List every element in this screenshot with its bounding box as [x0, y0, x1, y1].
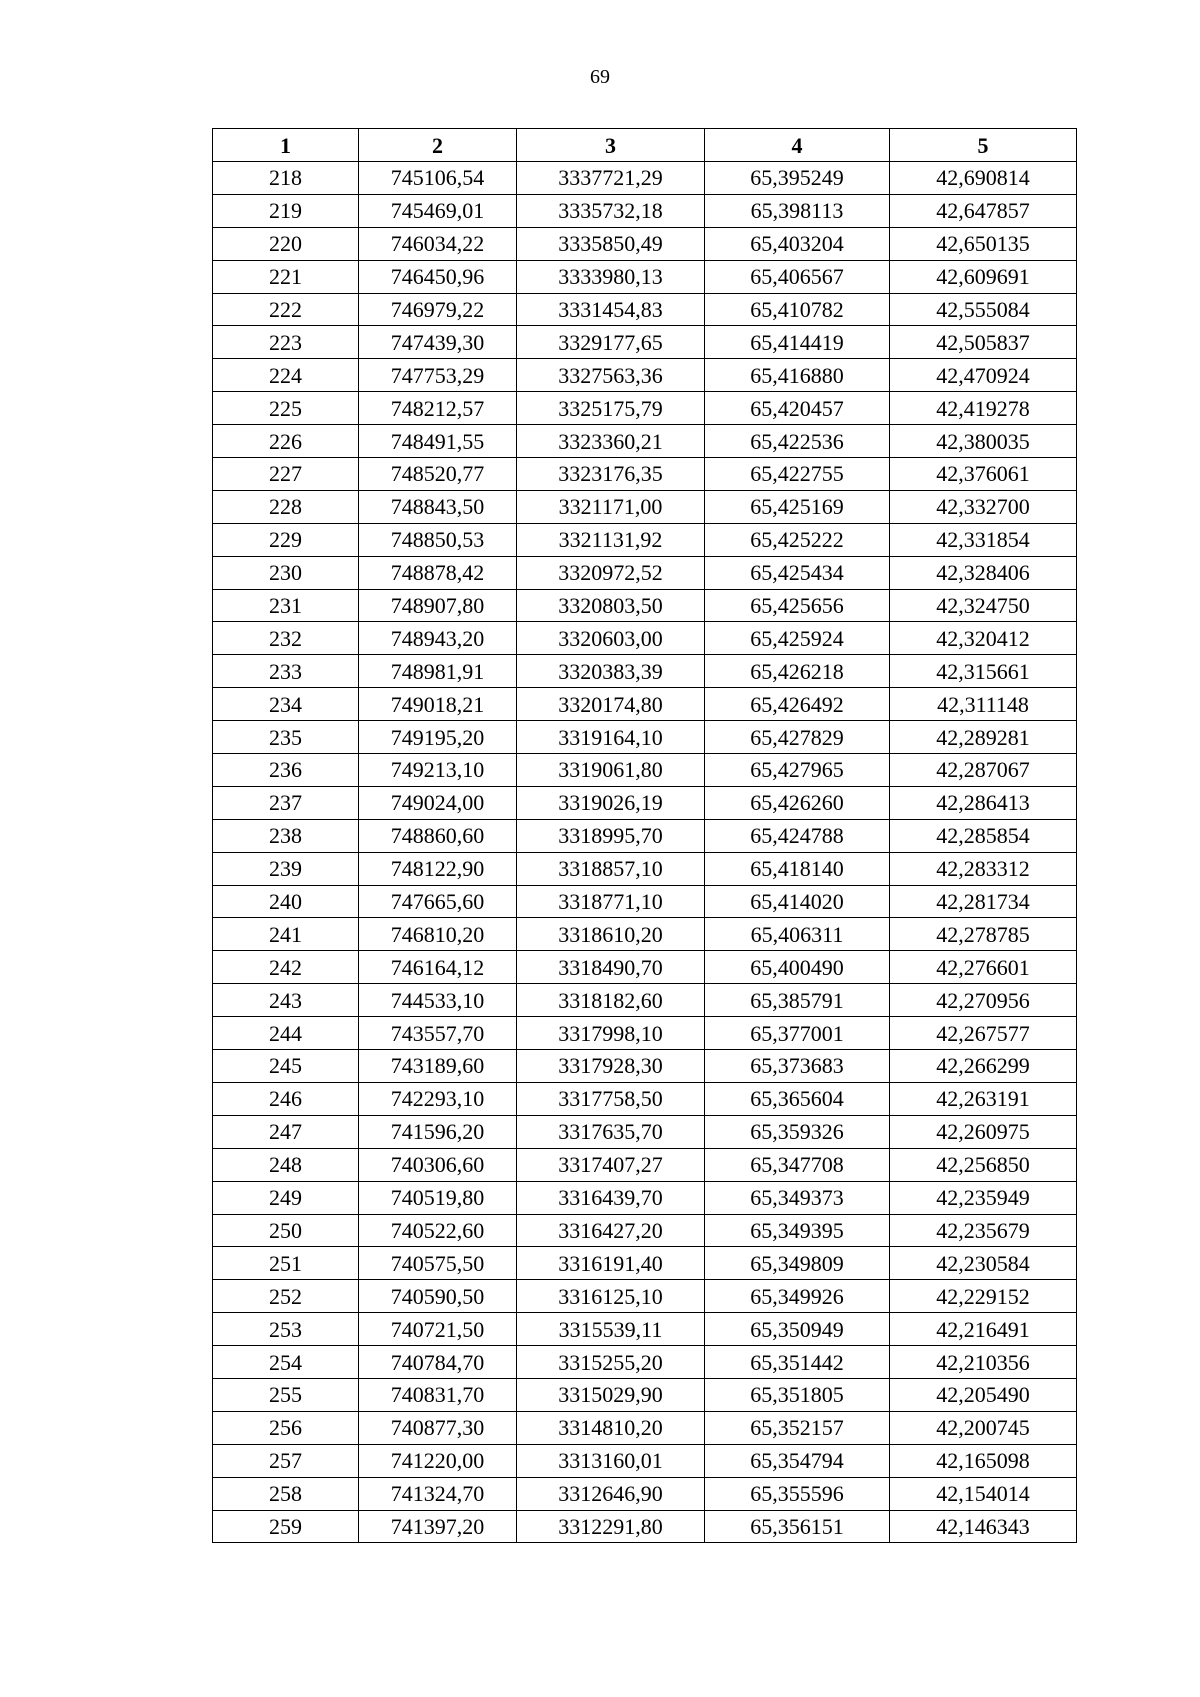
table-cell: 740306,60: [359, 1148, 517, 1181]
table-row: [213, 622, 1077, 655]
table-cell: 42,315661: [890, 655, 1077, 688]
table-row: [213, 1346, 1077, 1379]
table-cell: 42,256850: [890, 1148, 1077, 1181]
table-cell: 3317407,27: [517, 1148, 705, 1181]
table-cell: 3337721,29: [517, 162, 705, 195]
table-cell: 65,365604: [705, 1082, 890, 1115]
table-cell: 65,359326: [705, 1115, 890, 1148]
table-cell: 740831,70: [359, 1378, 517, 1411]
table-cell: 3333980,13: [517, 260, 705, 293]
table-row: [213, 1378, 1077, 1411]
table-cell: 65,422536: [705, 425, 890, 458]
table-cell: 237: [213, 786, 359, 819]
table-row: [213, 1082, 1077, 1115]
table-cell: 743189,60: [359, 1050, 517, 1083]
table-cell: 65,424788: [705, 819, 890, 852]
table-row: [213, 754, 1077, 787]
table-cell: 65,425434: [705, 556, 890, 589]
table-row: [213, 951, 1077, 984]
page-number: 69: [590, 66, 610, 88]
table-cell: 234: [213, 688, 359, 721]
table-row: [213, 260, 1077, 293]
table-cell: 747753,29: [359, 359, 517, 392]
table-cell: 3329177,65: [517, 326, 705, 359]
table-cell: 42,235949: [890, 1181, 1077, 1214]
table-cell: 749018,21: [359, 688, 517, 721]
table-cell: 65,426492: [705, 688, 890, 721]
table-cell: 42,285854: [890, 819, 1077, 852]
table-row: [213, 1411, 1077, 1444]
table-cell: 230: [213, 556, 359, 589]
table-cell: 258: [213, 1477, 359, 1510]
table-row: [213, 490, 1077, 523]
table-row: [213, 1477, 1077, 1510]
table-cell: 42,263191: [890, 1082, 1077, 1115]
table-cell: 3320603,00: [517, 622, 705, 655]
table-cell: 42,555084: [890, 293, 1077, 326]
table-cell: 749213,10: [359, 754, 517, 787]
table-cell: 3318771,10: [517, 885, 705, 918]
table-cell: 746810,20: [359, 918, 517, 951]
table-cell: 748122,90: [359, 852, 517, 885]
table-cell: 3321171,00: [517, 490, 705, 523]
table-cell: 748907,80: [359, 589, 517, 622]
table-cell: 254: [213, 1346, 359, 1379]
table-cell: 256: [213, 1411, 359, 1444]
column-header: 1: [213, 129, 359, 162]
table-cell: 65,400490: [705, 951, 890, 984]
table-cell: 42,505837: [890, 326, 1077, 359]
table-cell: 219: [213, 194, 359, 227]
table-cell: 65,406311: [705, 918, 890, 951]
table-cell: 3320383,39: [517, 655, 705, 688]
table-cell: 257: [213, 1444, 359, 1477]
table-row: [213, 293, 1077, 326]
table-row: [213, 392, 1077, 425]
table-cell: 745469,01: [359, 194, 517, 227]
table-cell: 42,419278: [890, 392, 1077, 425]
column-header: 2: [359, 129, 517, 162]
table-cell: 42,200745: [890, 1411, 1077, 1444]
table-cell: 42,216491: [890, 1313, 1077, 1346]
table-cell: 65,403204: [705, 227, 890, 260]
table-cell: 65,352157: [705, 1411, 890, 1444]
table-cell: 253: [213, 1313, 359, 1346]
table-cell: 247: [213, 1115, 359, 1148]
table-cell: 42,283312: [890, 852, 1077, 885]
table-row: [213, 589, 1077, 622]
table-cell: 252: [213, 1280, 359, 1313]
table-cell: 65,349926: [705, 1280, 890, 1313]
table-row: [213, 984, 1077, 1017]
table-cell: 742293,10: [359, 1082, 517, 1115]
table-cell: 749195,20: [359, 721, 517, 754]
table-cell: 65,416880: [705, 359, 890, 392]
table-cell: 42,146343: [890, 1510, 1077, 1543]
table-cell: 740784,70: [359, 1346, 517, 1379]
table-row: [213, 1050, 1077, 1083]
table-cell: 3320972,52: [517, 556, 705, 589]
table-cell: 239: [213, 852, 359, 885]
table-cell: 3318610,20: [517, 918, 705, 951]
table-cell: 65,347708: [705, 1148, 890, 1181]
table-cell: 42,276601: [890, 951, 1077, 984]
table-cell: 42,690814: [890, 162, 1077, 195]
table-cell: 229: [213, 523, 359, 556]
table-row: [213, 721, 1077, 754]
table-cell: 3312646,90: [517, 1477, 705, 1510]
table-cell: 42,324750: [890, 589, 1077, 622]
table-cell: 42,376061: [890, 458, 1077, 491]
table-cell: 3323176,35: [517, 458, 705, 491]
table-cell: 65,414419: [705, 326, 890, 359]
table-cell: 242: [213, 951, 359, 984]
table-row: [213, 786, 1077, 819]
table-row: [213, 1280, 1077, 1313]
table-row: [213, 458, 1077, 491]
table-cell: 42,235679: [890, 1214, 1077, 1247]
table-row: [213, 194, 1077, 227]
table-cell: 65,377001: [705, 1017, 890, 1050]
table-cell: 741324,70: [359, 1477, 517, 1510]
table-row: [213, 688, 1077, 721]
column-header: 4: [705, 129, 890, 162]
table-cell: 244: [213, 1017, 359, 1050]
table-cell: 65,373683: [705, 1050, 890, 1083]
table-row: [213, 1214, 1077, 1247]
table-cell: 3320174,80: [517, 688, 705, 721]
table-cell: 65,422755: [705, 458, 890, 491]
table-cell: 65,406567: [705, 260, 890, 293]
table-cell: 748212,57: [359, 392, 517, 425]
table-cell: 3316427,20: [517, 1214, 705, 1247]
table-cell: 3321131,92: [517, 523, 705, 556]
table-row: [213, 1181, 1077, 1214]
table-cell: 740590,50: [359, 1280, 517, 1313]
table-cell: 746034,22: [359, 227, 517, 260]
table-cell: 65,385791: [705, 984, 890, 1017]
table-cell: 221: [213, 260, 359, 293]
table-cell: 259: [213, 1510, 359, 1543]
table-body: [213, 162, 1077, 1543]
table-cell: 65,426260: [705, 786, 890, 819]
table-cell: 3317928,30: [517, 1050, 705, 1083]
table-cell: 228: [213, 490, 359, 523]
table-cell: 65,418140: [705, 852, 890, 885]
table-cell: 42,205490: [890, 1378, 1077, 1411]
table-cell: 42,230584: [890, 1247, 1077, 1280]
table-cell: 65,426218: [705, 655, 890, 688]
table-cell: 222: [213, 293, 359, 326]
table-cell: 250: [213, 1214, 359, 1247]
table-row: [213, 556, 1077, 589]
table-cell: 65,425169: [705, 490, 890, 523]
table-row: [213, 852, 1077, 885]
table-cell: 241: [213, 918, 359, 951]
table-cell: 3335850,49: [517, 227, 705, 260]
table-cell: 3314810,20: [517, 1411, 705, 1444]
table-cell: 246: [213, 1082, 359, 1115]
table-cell: 223: [213, 326, 359, 359]
table-cell: 42,380035: [890, 425, 1077, 458]
table-cell: 741596,20: [359, 1115, 517, 1148]
table-cell: 744533,10: [359, 984, 517, 1017]
table-cell: 224: [213, 359, 359, 392]
table-row: [213, 1115, 1077, 1148]
table-cell: 3320803,50: [517, 589, 705, 622]
table-cell: 3325175,79: [517, 392, 705, 425]
table-cell: 748850,53: [359, 523, 517, 556]
table-cell: 42,266299: [890, 1050, 1077, 1083]
table-cell: 42,165098: [890, 1444, 1077, 1477]
table-cell: 748843,50: [359, 490, 517, 523]
table-cell: 255: [213, 1378, 359, 1411]
table-row: [213, 162, 1077, 195]
table-cell: 65,356151: [705, 1510, 890, 1543]
table-cell: 238: [213, 819, 359, 852]
table-cell: 42,278785: [890, 918, 1077, 951]
table-cell: 3318995,70: [517, 819, 705, 852]
table-cell: 42,609691: [890, 260, 1077, 293]
table-cell: 3317998,10: [517, 1017, 705, 1050]
table-cell: 3315539,11: [517, 1313, 705, 1346]
table-cell: 3319164,10: [517, 721, 705, 754]
table-cell: 65,349809: [705, 1247, 890, 1280]
table-cell: 746164,12: [359, 951, 517, 984]
table-cell: 42,332700: [890, 490, 1077, 523]
table-cell: 3315255,20: [517, 1346, 705, 1379]
table-header-row: [213, 129, 1077, 162]
table-cell: 748491,55: [359, 425, 517, 458]
coordinates-table: [212, 128, 1077, 1543]
table-cell: 3318490,70: [517, 951, 705, 984]
table-cell: 748520,77: [359, 458, 517, 491]
table-cell: 42,260975: [890, 1115, 1077, 1148]
table-cell: 220: [213, 227, 359, 260]
table-cell: 3335732,18: [517, 194, 705, 227]
table-cell: 42,328406: [890, 556, 1077, 589]
table-cell: 226: [213, 425, 359, 458]
table-row: [213, 1148, 1077, 1181]
table-cell: 3331454,83: [517, 293, 705, 326]
table-cell: 749024,00: [359, 786, 517, 819]
table-cell: 743557,70: [359, 1017, 517, 1050]
table-cell: 42,270956: [890, 984, 1077, 1017]
table-row: [213, 326, 1077, 359]
table-cell: 745106,54: [359, 162, 517, 195]
table-cell: 65,420457: [705, 392, 890, 425]
table-cell: 747665,60: [359, 885, 517, 918]
table-cell: 236: [213, 754, 359, 787]
table-cell: 233: [213, 655, 359, 688]
table-cell: 251: [213, 1247, 359, 1280]
table-cell: 42,289281: [890, 721, 1077, 754]
table-cell: 3327563,36: [517, 359, 705, 392]
table-cell: 65,395249: [705, 162, 890, 195]
table-cell: 3323360,21: [517, 425, 705, 458]
table-cell: 748943,20: [359, 622, 517, 655]
table-cell: 748878,42: [359, 556, 517, 589]
table-cell: 740522,60: [359, 1214, 517, 1247]
table-cell: 740575,50: [359, 1247, 517, 1280]
table-cell: 225: [213, 392, 359, 425]
table-cell: 748860,60: [359, 819, 517, 852]
table-cell: 42,154014: [890, 1477, 1077, 1510]
table-cell: 227: [213, 458, 359, 491]
table-cell: 3319061,80: [517, 754, 705, 787]
table-cell: 65,425656: [705, 589, 890, 622]
table-cell: 249: [213, 1181, 359, 1214]
table-row: [213, 1313, 1077, 1346]
column-header: 3: [517, 129, 705, 162]
table-cell: 3318857,10: [517, 852, 705, 885]
table-cell: 65,350949: [705, 1313, 890, 1346]
table-cell: 3319026,19: [517, 786, 705, 819]
table-cell: 218: [213, 162, 359, 195]
table-cell: 3312291,80: [517, 1510, 705, 1543]
table-cell: 42,331854: [890, 523, 1077, 556]
table-cell: 741397,20: [359, 1510, 517, 1543]
table-row: [213, 819, 1077, 852]
table-row: [213, 655, 1077, 688]
table-row: [213, 1247, 1077, 1280]
table-row: [213, 227, 1077, 260]
table-row: [213, 1510, 1077, 1543]
table-cell: 65,349373: [705, 1181, 890, 1214]
table-row: [213, 359, 1077, 392]
table-cell: 65,410782: [705, 293, 890, 326]
table-cell: 3313160,01: [517, 1444, 705, 1477]
table-cell: 65,425924: [705, 622, 890, 655]
table-cell: 42,210356: [890, 1346, 1077, 1379]
table-cell: 740519,80: [359, 1181, 517, 1214]
table-cell: 240: [213, 885, 359, 918]
column-header: 5: [890, 129, 1077, 162]
table-cell: 245: [213, 1050, 359, 1083]
table-cell: 65,354794: [705, 1444, 890, 1477]
table-cell: 42,470924: [890, 359, 1077, 392]
table-cell: 740721,50: [359, 1313, 517, 1346]
table-cell: 65,351442: [705, 1346, 890, 1379]
table-cell: 65,351805: [705, 1378, 890, 1411]
table-cell: 65,414020: [705, 885, 890, 918]
table-cell: 3316439,70: [517, 1181, 705, 1214]
table-row: [213, 885, 1077, 918]
table-cell: 3317635,70: [517, 1115, 705, 1148]
table-cell: 3318182,60: [517, 984, 705, 1017]
table-cell: 235: [213, 721, 359, 754]
table-cell: 3317758,50: [517, 1082, 705, 1115]
table-cell: 3316125,10: [517, 1280, 705, 1313]
table-cell: 746450,96: [359, 260, 517, 293]
table-cell: 42,647857: [890, 194, 1077, 227]
table-cell: 243: [213, 984, 359, 1017]
table-row: [213, 1444, 1077, 1477]
table-row: [213, 918, 1077, 951]
table-cell: 42,650135: [890, 227, 1077, 260]
table-cell: 42,267577: [890, 1017, 1077, 1050]
table-cell: 740877,30: [359, 1411, 517, 1444]
table-cell: 65,355596: [705, 1477, 890, 1510]
table-cell: 42,311148: [890, 688, 1077, 721]
table-cell: 3316191,40: [517, 1247, 705, 1280]
table-cell: 746979,22: [359, 293, 517, 326]
table-cell: 65,398113: [705, 194, 890, 227]
table-cell: 231: [213, 589, 359, 622]
table-cell: 42,287067: [890, 754, 1077, 787]
table-cell: 248: [213, 1148, 359, 1181]
table-cell: 747439,30: [359, 326, 517, 359]
table-row: [213, 1017, 1077, 1050]
table-cell: 65,425222: [705, 523, 890, 556]
table-cell: 65,427829: [705, 721, 890, 754]
table-cell: 42,281734: [890, 885, 1077, 918]
table-cell: 42,229152: [890, 1280, 1077, 1313]
table-cell: 42,286413: [890, 786, 1077, 819]
table-row: [213, 425, 1077, 458]
table-cell: 42,320412: [890, 622, 1077, 655]
table-cell: 748981,91: [359, 655, 517, 688]
table-cell: 65,427965: [705, 754, 890, 787]
table-cell: 232: [213, 622, 359, 655]
table-cell: 3315029,90: [517, 1378, 705, 1411]
table-cell: 741220,00: [359, 1444, 517, 1477]
table-cell: 65,349395: [705, 1214, 890, 1247]
table-row: [213, 523, 1077, 556]
